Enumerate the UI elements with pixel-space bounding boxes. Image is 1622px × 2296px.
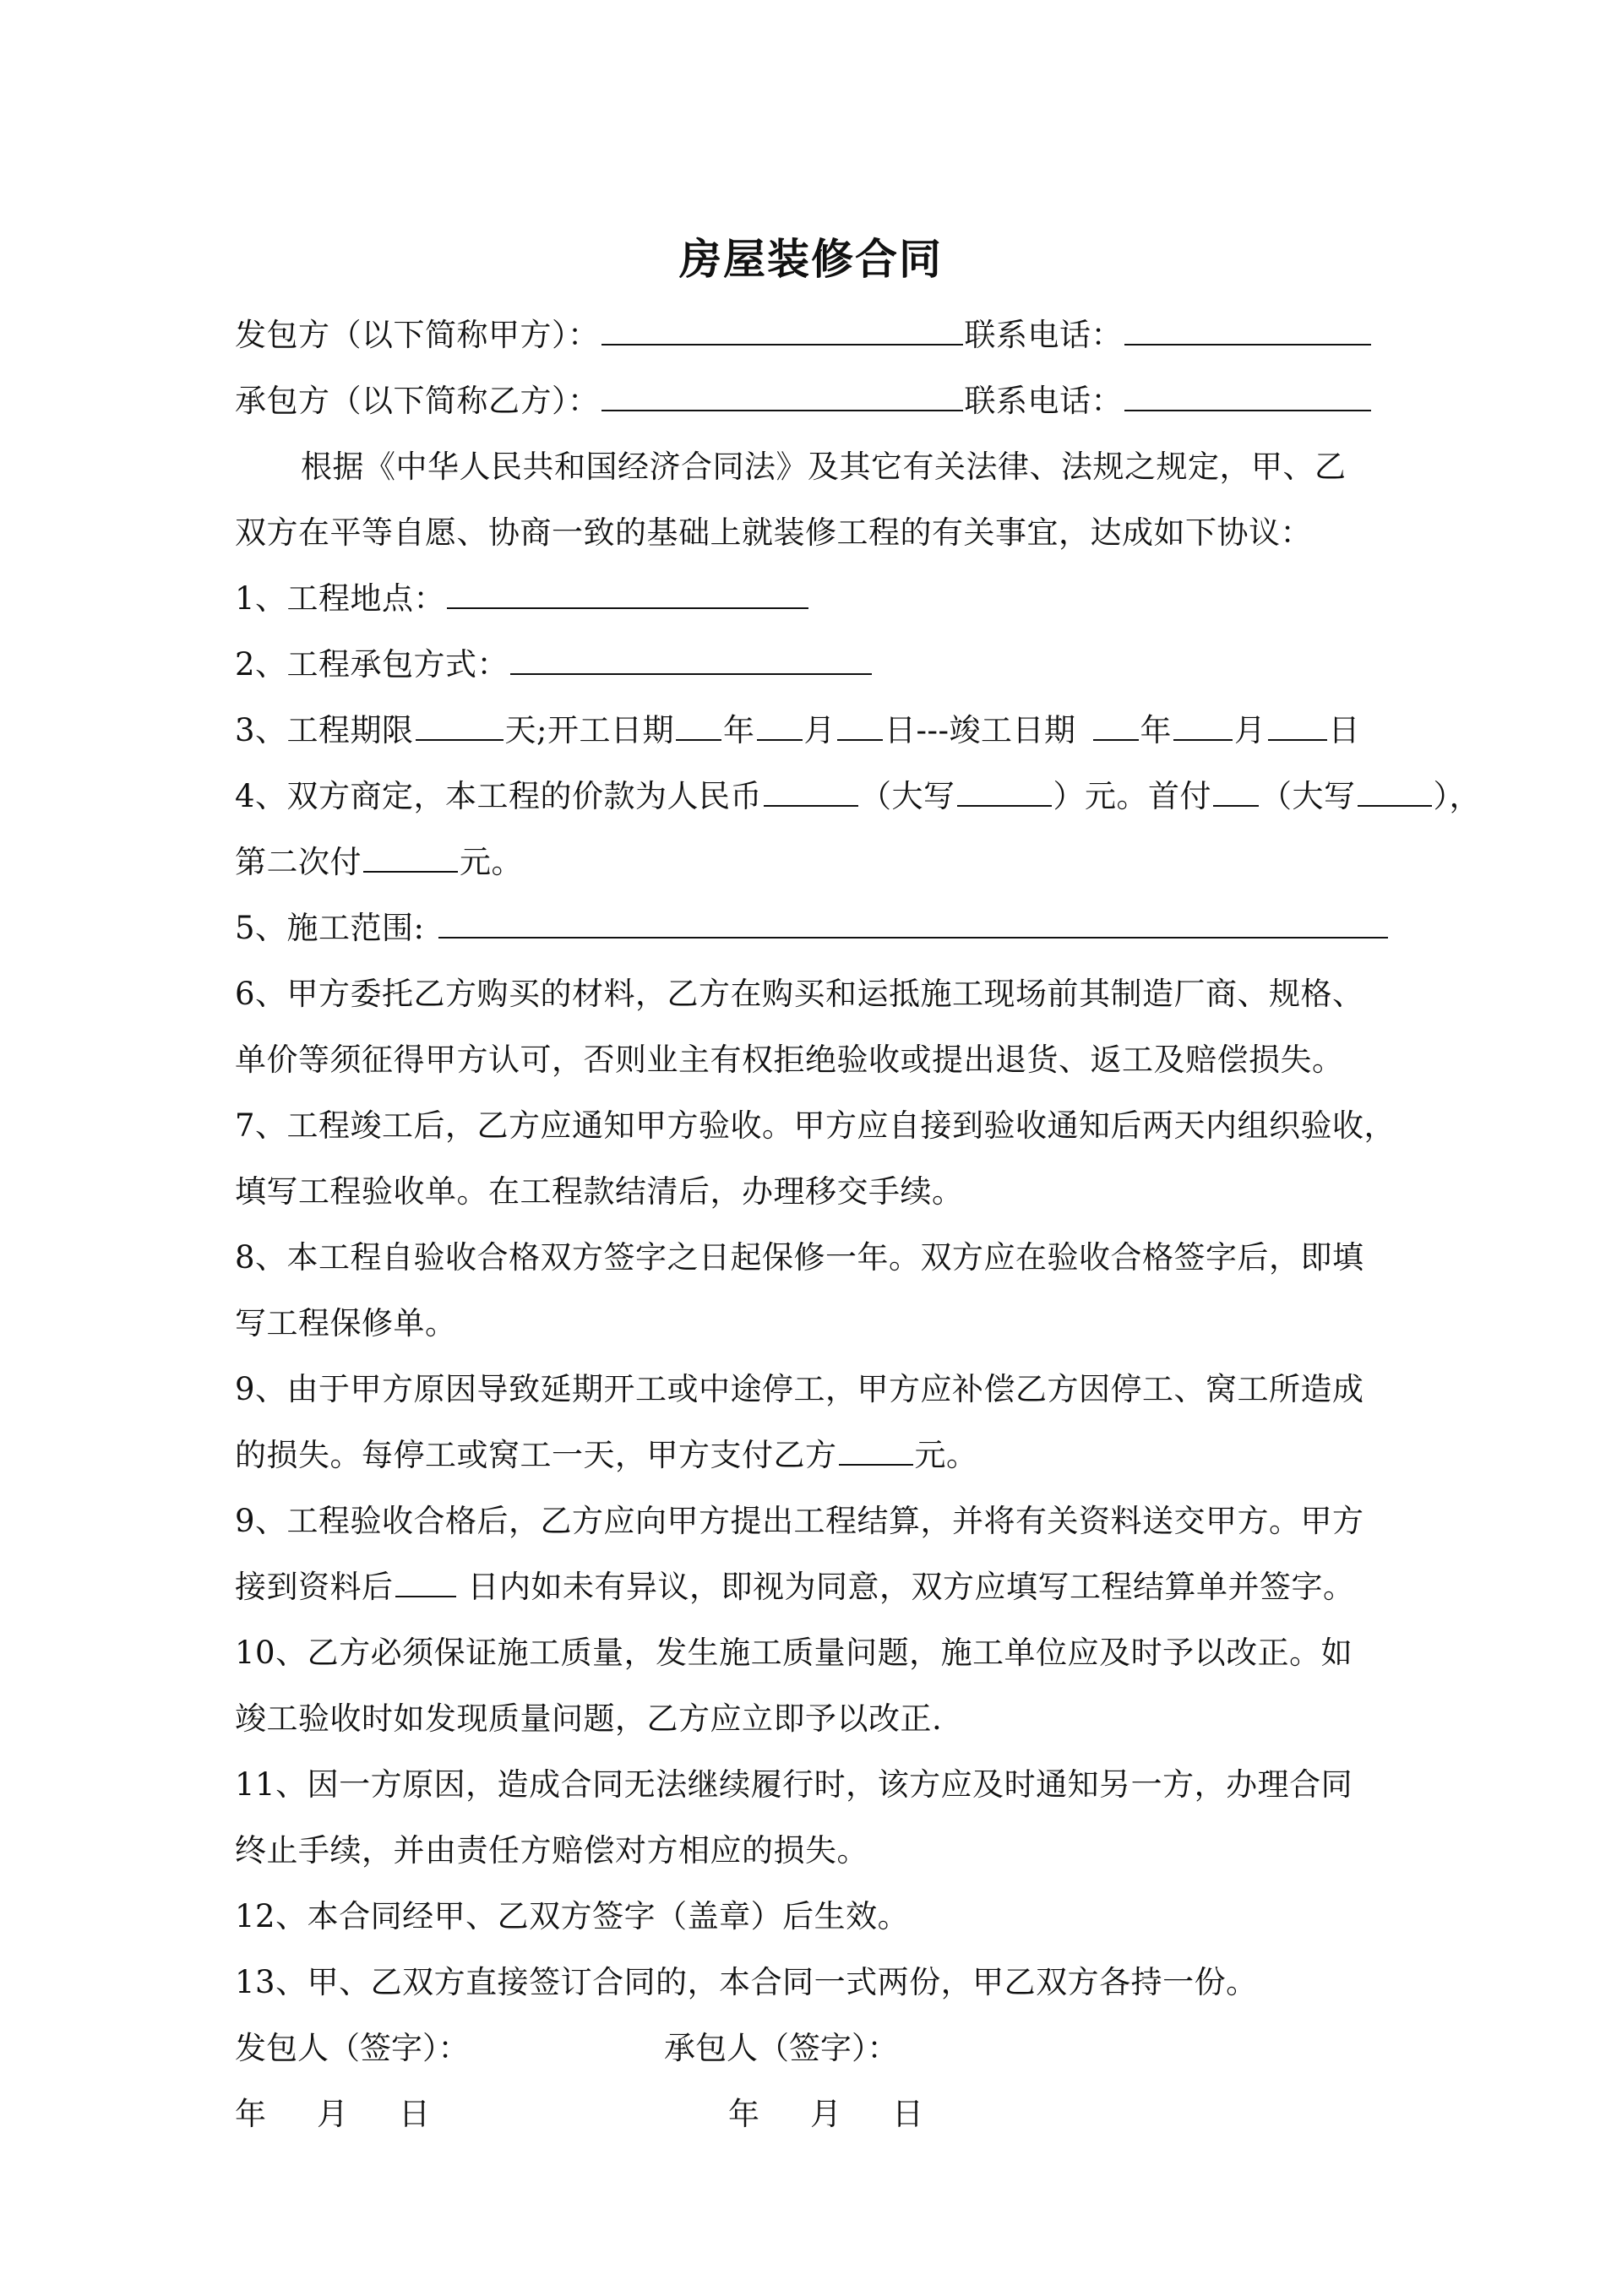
first-payment-capital-field[interactable]	[1358, 776, 1432, 807]
second-payment-label: 第二次付	[235, 844, 362, 880]
clause-9b-line-1: 9、工程验收合格后，乙方应向甲方提出工程结算，并将有关资料送交甲方。甲方	[235, 1503, 1364, 1539]
party-b-year-label: 年	[728, 2096, 759, 2132]
party-b-line	[235, 380, 1373, 422]
settlement-days-field[interactable]	[395, 1567, 456, 1597]
clause-9b-text: 接到资料后	[235, 1569, 394, 1605]
clause-5	[235, 907, 1390, 949]
clause-4-cont	[235, 841, 523, 884]
clause-7-line-1: 7、工程竣工后，乙方应通知甲方验收。甲方应自接到验收通知后两天内组织验收，	[235, 1107, 1396, 1144]
party-a-label: 发包方（以下简称甲方）：	[235, 317, 600, 353]
start-month-label: 月	[803, 712, 836, 748]
price-capital-field[interactable]	[957, 776, 1052, 807]
party-a-name-field[interactable]	[601, 315, 963, 345]
clause-1	[235, 578, 810, 620]
clause-9a-unit: 元。	[914, 1437, 978, 1473]
clause-7-line-2: 填写工程验收单。在工程款结清后，办理移交手续。	[235, 1173, 964, 1210]
clause-10-line-2: 竣工验收时如发现质量问题，乙方应立即予以改正.	[235, 1700, 943, 1737]
end-year-field[interactable]	[1093, 710, 1139, 741]
end-day-label: 日	[1328, 712, 1361, 748]
clause-6-line-1: 6、甲方委托乙方购买的材料，乙方在购买和运抵施工现场前其制造厂商、规格、	[235, 976, 1364, 1012]
party-b-phone-label: 联系电话：	[964, 383, 1123, 419]
start-month-field[interactable]	[757, 710, 803, 741]
start-year-field[interactable]	[676, 710, 721, 741]
party-b-month-label: 月	[810, 2096, 841, 2132]
clause-9a-line-1: 9、由于甲方原因导致延期开工或中途停工，甲方应补偿乙方因停工、窝工所造成	[235, 1371, 1364, 1407]
end-month-label: 月	[1234, 712, 1266, 748]
clause-13: 13、甲、乙双方直接签订合同的，本合同一式两份，甲乙双方各持一份。	[235, 1964, 1258, 2000]
clause-8-line-1: 8、本工程自验收合格双方签字之日起保修一年。双方应在验收合格签字后，即填	[235, 1239, 1364, 1276]
clause-9b-text-end: 日内如未有异议，即视为同意，双方应填写工程结算单并签字。	[467, 1569, 1355, 1605]
clause-11-line-2: 终止手续，并由责任方赔偿对方相应的损失。	[235, 1832, 868, 1869]
clause-6-line-2: 单价等须征得甲方认可，否则业主有权拒绝验收或提出退货、返工及赔偿损失。	[235, 1042, 1344, 1078]
start-date-label: 天;开工日期	[504, 712, 675, 748]
clause-4-label: 4、双方商定，本工程的价款为人民币	[235, 778, 763, 814]
party-b-signature-label: 承包人（签字）：	[664, 2030, 899, 2066]
second-payment-unit: 元。	[460, 844, 523, 880]
end-month-field[interactable]	[1173, 710, 1233, 741]
second-payment-field[interactable]	[363, 842, 458, 873]
clause-2-label: 2、工程承包方式：	[235, 646, 509, 683]
start-day-field[interactable]	[837, 710, 883, 741]
party-a-month-label: 月	[317, 2096, 348, 2132]
clause-1-label: 1、工程地点：	[235, 580, 446, 617]
clause-8-line-2: 写工程保修单。	[235, 1305, 457, 1341]
party-a-day-label: 日	[399, 2096, 430, 2132]
clause-3-label: 3、工程期限	[235, 712, 414, 748]
clause-12: 12、本合同经甲、乙双方签字（盖章）后生效。	[235, 1898, 910, 1934]
clause-3	[235, 710, 1360, 752]
end-year-label: 年	[1140, 712, 1173, 748]
party-a-line	[235, 314, 1373, 356]
party-a-sign-date	[235, 2093, 430, 2135]
page-title: 房屋装修合同	[679, 234, 943, 284]
clause-11-line-1: 11、因一方原因，造成合同无法继续履行时，该方应及时通知另一方，办理合同	[235, 1766, 1353, 1803]
end-date-label: 日---竣工日期	[884, 712, 1076, 748]
party-b-day-label: 日	[892, 2096, 923, 2132]
first-payment-label: ）元。首付	[1053, 778, 1212, 814]
clause-4	[235, 775, 1481, 818]
clause-9b-line-2	[235, 1566, 1355, 1608]
party-a-phone-label: 联系电话：	[964, 317, 1123, 353]
party-b-label: 承包方（以下简称乙方）：	[235, 383, 600, 419]
end-day-field[interactable]	[1268, 710, 1327, 741]
party-b-phone-field[interactable]	[1124, 381, 1371, 411]
clause-10-line-1: 10、乙方必须保证施工质量，发生施工质量问题，施工单位应及时予以改正。如	[235, 1635, 1353, 1671]
clause-9a-line-2	[235, 1434, 978, 1477]
intro-line-1: 根据《中华人民共和国经济合同法》及其它有关法律、法规之规定，甲、乙	[301, 449, 1347, 485]
party-a-phone-field[interactable]	[1124, 315, 1371, 345]
duration-days-field[interactable]	[416, 710, 503, 741]
clause-4-close: ），	[1433, 778, 1482, 814]
clause-5-label: 5、施工范围:	[235, 910, 425, 946]
construction-scope-field[interactable]	[438, 908, 1388, 939]
contract-method-field[interactable]	[510, 645, 872, 675]
party-a-signature-label: 发包人（签字）：	[235, 2030, 470, 2066]
clause-9a-text: 的损失。每停工或窝工一天，甲方支付乙方	[235, 1437, 837, 1473]
party-a-year-label: 年	[235, 2096, 266, 2132]
intro-line-2: 双方在平等自愿、协商一致的基础上就装修工程的有关事宜，达成如下协议：	[235, 514, 1312, 551]
party-b-name-field[interactable]	[601, 381, 963, 411]
price-capital-label: （大写	[860, 778, 955, 814]
party-b-sign-date	[728, 2093, 923, 2135]
delay-compensation-field[interactable]	[839, 1435, 913, 1466]
first-payment-field[interactable]	[1213, 776, 1259, 807]
start-year-label: 年	[723, 712, 755, 748]
clause-2	[235, 644, 874, 686]
project-location-field[interactable]	[447, 579, 808, 609]
first-payment-capital-label: （大写	[1260, 778, 1356, 814]
price-field[interactable]	[764, 776, 858, 807]
